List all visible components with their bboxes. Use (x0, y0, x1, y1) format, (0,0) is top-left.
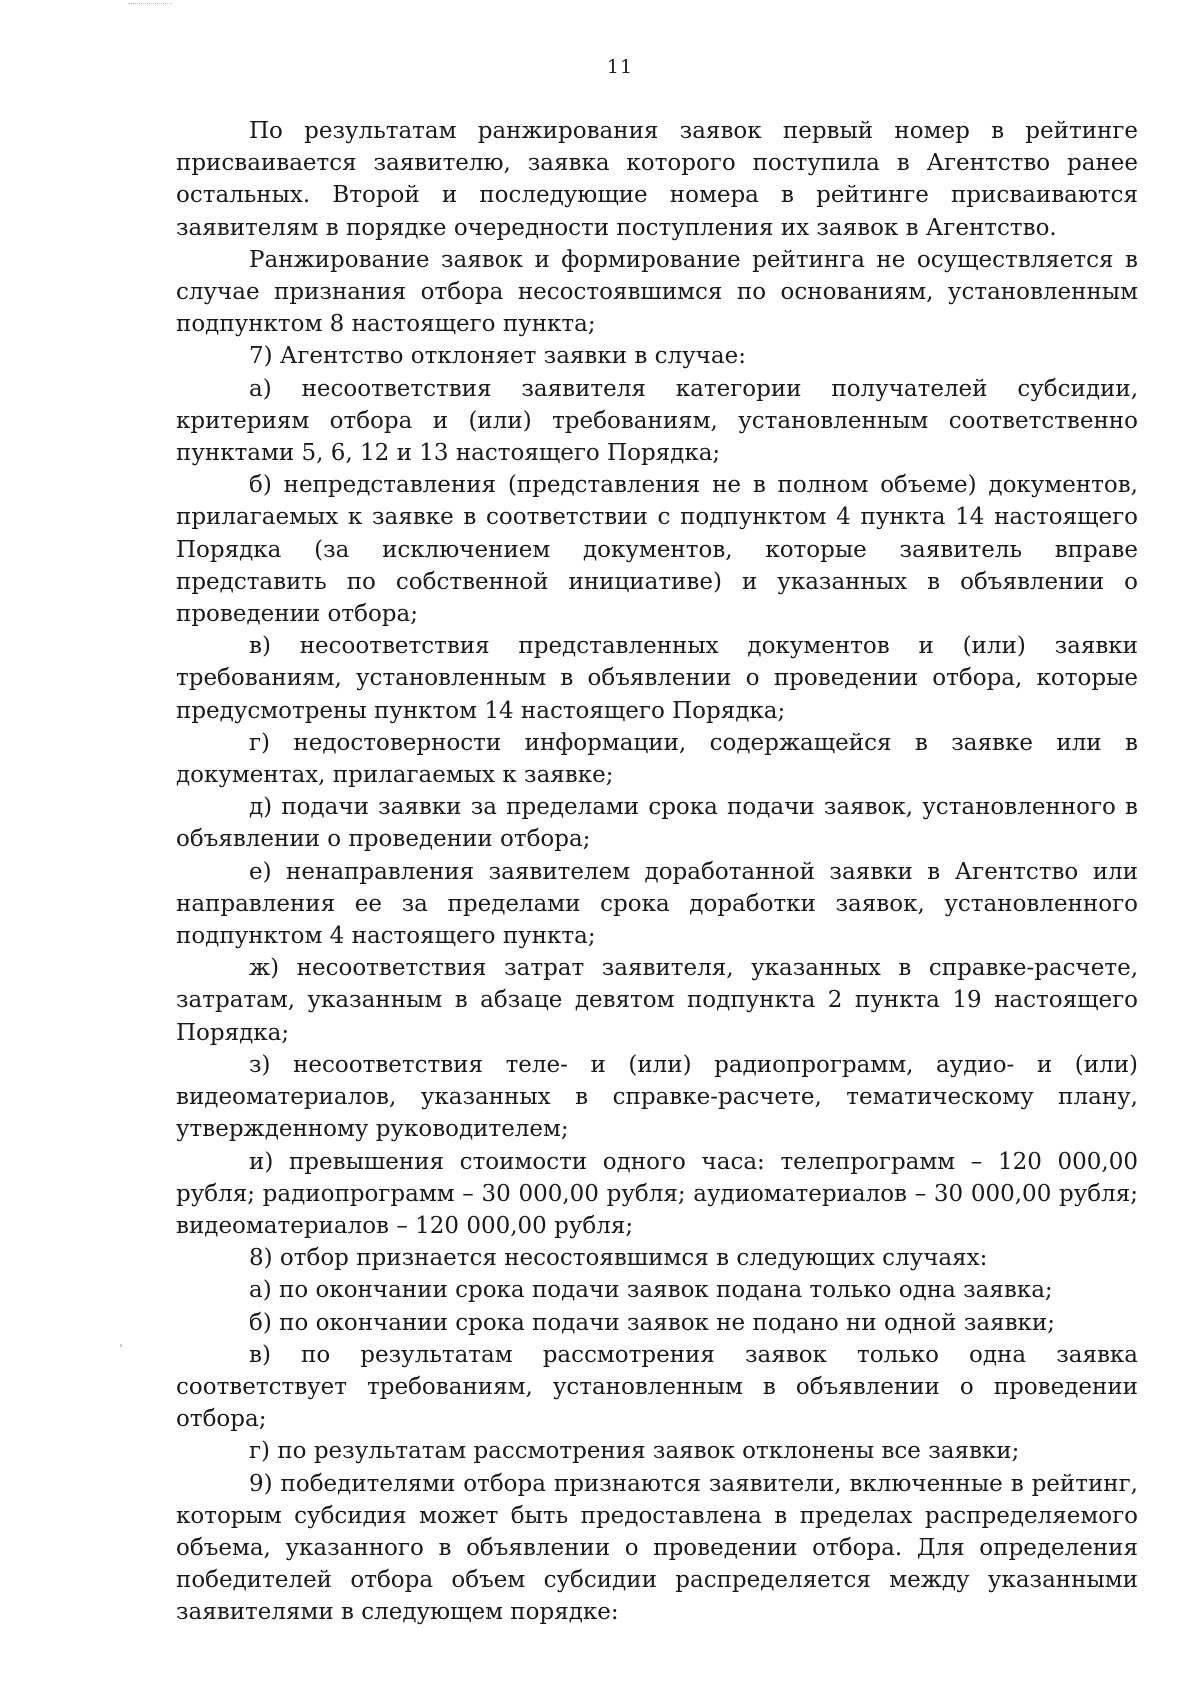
paragraph-9-winners: 9) победителями отбора признаются заявители, включенные в рейтинг, которым субсидия может быть предоставлена в пределах распределяемого объема, указанного в объявлении о проведении отбора. Для определения победителей отбора объем субсидии распределяется между указанными заявителями в следующем порядке: (176, 1470, 1138, 1626)
paragraph-8v: в) по результатам рассмотрения заявок только одна заявка соответствует требованиям, установленным в объявлении о проведении отбора; (176, 1341, 1138, 1433)
paragraph-8b: б) по окончании срока подачи заявок не подано ни одной заявки; (249, 1309, 1055, 1336)
scan-artifact (128, 3, 172, 6)
paragraph-7a: а) несоответствия заявителя категории получателей субсидии, критериям отбора и (или) требованиям, установленным соответственно пунктами 5, 6, 12 и 13 настоящего Порядка; (176, 375, 1138, 467)
paragraph-ranking-order: По результатам ранжирования заявок первый номер в рейтинге присваивается заявителю, заявка которого поступила в Агентство ранее остальных. Второй и последующие номера в рейтинге присваиваются заявителям в порядке очередности поступления их заявок в Агентство. (176, 118, 1138, 241)
paragraph-7v: в) несоответствия представленных документов и (или) заявки требованиям, установленным в объявлении о проведении отбора, которые предусмотрены пунктом 14 настоящего Порядка; (176, 633, 1138, 724)
paragraph-7d: д) подачи заявки за пределами срока подачи заявок, установленного в объявлении о проведении отбора; (176, 794, 1138, 853)
paragraph-ranking-not-performed: Ранжирование заявок и формирование рейтинга не осуществляется в случае признания отбора несостоявшимся по основаниям, установленным подпунктом 8 настоящего пункта; (176, 246, 1138, 338)
paragraph-8g: г) по результатам рассмотрения заявок отклонены все заявки; (249, 1438, 1020, 1465)
paragraph-7i: и) превышения стоимости одного часа: телепрограмм – 120 000,00 рубля; радиопрограмм – 30 000,00 рубля; аудиоматериалов – 30 000,00 рубля; видеоматериалов – 120 000,00 рубля; (176, 1148, 1138, 1239)
page-number: 11 (606, 56, 634, 78)
paragraph-7zh: ж) несоответствия затрат заявителя, указанных в справке-расчете, затратам, указанным в абзаце девятом подпункта 2 пункта 19 настоящего Порядка; (176, 955, 1138, 1046)
paragraph-7z: з) несоответствия теле- и (или) радиопрограмм, аудио- и (или) видеоматериалов, указанных в справке-расчете, тематическому плану, утвержденному руководителем; (176, 1051, 1138, 1143)
paragraph-7g: г) недостоверности информации, содержащейся в заявке или в документах, прилагаемых к заявке; (176, 729, 1138, 789)
paragraph-7e: е) ненаправления заявителем доработанной заявки в Агентство или направления ее за пределами срока доработки заявок, установленного подпунктом 4 настоящего пункта; (176, 858, 1138, 950)
scan-artifact (120, 1344, 122, 1347)
document-body (176, 115, 1138, 1629)
paragraph-7b: б) непредставления (представления не в полном объеме) документов, прилагаемых к заявке в соответствии с подпунктом 4 пункта 14 настоящего Порядка (за исключением документов, которые заявитель вправе представить по собственной инициативе) и указанных в объявлении о проведении отбора; (176, 472, 1138, 628)
paragraph-8a: а) по окончании срока подачи заявок подана только одна заявка; (249, 1277, 1053, 1304)
paragraph-7-rejection: 7) Агентство отклоняет заявки в случае: (249, 343, 746, 370)
paragraph-8-failed-selection: 8) отбор признается несостоявшимся в следующих случаях: (249, 1245, 988, 1272)
